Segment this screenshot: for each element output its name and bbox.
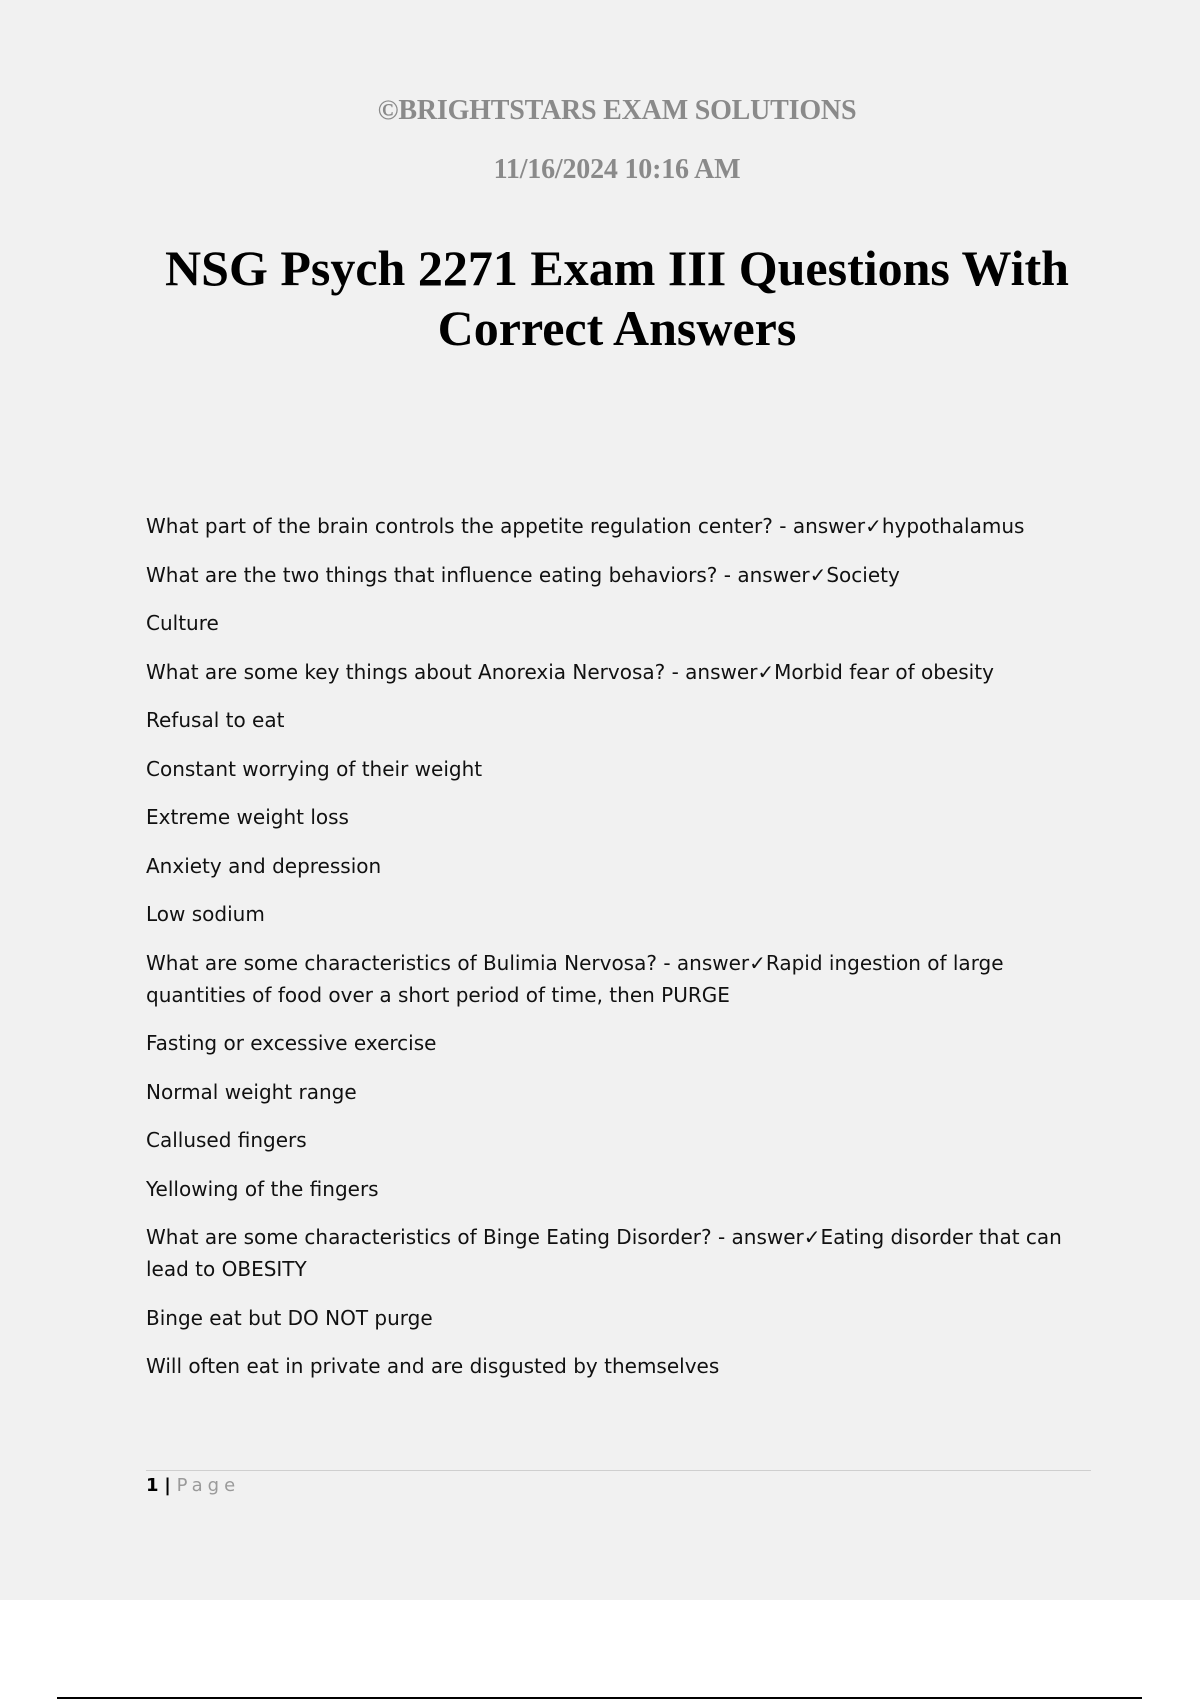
text-line: Will often eat in private and are disgusted by themselves (146, 1354, 720, 1378)
text-line: Callused fingers (146, 1128, 307, 1152)
header-date: 11/16/2024 10:16 AM (493, 154, 741, 185)
text-line: What are the two things that influence eating behaviors? - answer✓Society (146, 562, 900, 587)
page-footer (146, 1475, 240, 1497)
document-title: NSG Psych 2271 Exam III Questions With Correct Answers (165, 240, 1069, 356)
text-line: Low sodium (146, 902, 265, 926)
text-line: What are some characteristics of Bulimia Nervosa? - answer✓Rapid ingestion of large quantities of food over a short period of time, then PURGE (146, 950, 1004, 1007)
text-line: Fasting or excessive exercise (146, 1031, 437, 1055)
document-body (146, 510, 1096, 1399)
text-line: Refusal to eat (146, 708, 285, 732)
page-separator: | (164, 1475, 171, 1496)
text-line: Extreme weight loss (146, 805, 349, 829)
text-line: Yellowing of the fingers (146, 1176, 379, 1201)
text-line: Culture (146, 611, 219, 635)
text-line: Constant worrying of their weight (146, 756, 483, 781)
text-line: What part of the brain controls the appetite regulation center? - answer✓hypothalamus (146, 514, 1025, 538)
next-page-divider (57, 1697, 1142, 1699)
page-label: Page (176, 1475, 241, 1496)
text-line: Anxiety and depression (146, 853, 382, 878)
text-line: What are some characteristics of Binge Eating Disorder? - answer✓Eating disorder that can lead to OBESITY (146, 1225, 1062, 1281)
text-line: Binge eat but DO NOT purge (146, 1305, 433, 1330)
page-number: 1 (146, 1475, 159, 1496)
text-line: What are some key things about Anorexia Nervosa? - answer✓Morbid fear of obesity (146, 659, 994, 684)
watermark-brand: ©BRIGHTSTARS EXAM SOLUTIONS (377, 95, 857, 126)
footer-divider (146, 1470, 1091, 1471)
text-line: Normal weight range (146, 1079, 357, 1104)
